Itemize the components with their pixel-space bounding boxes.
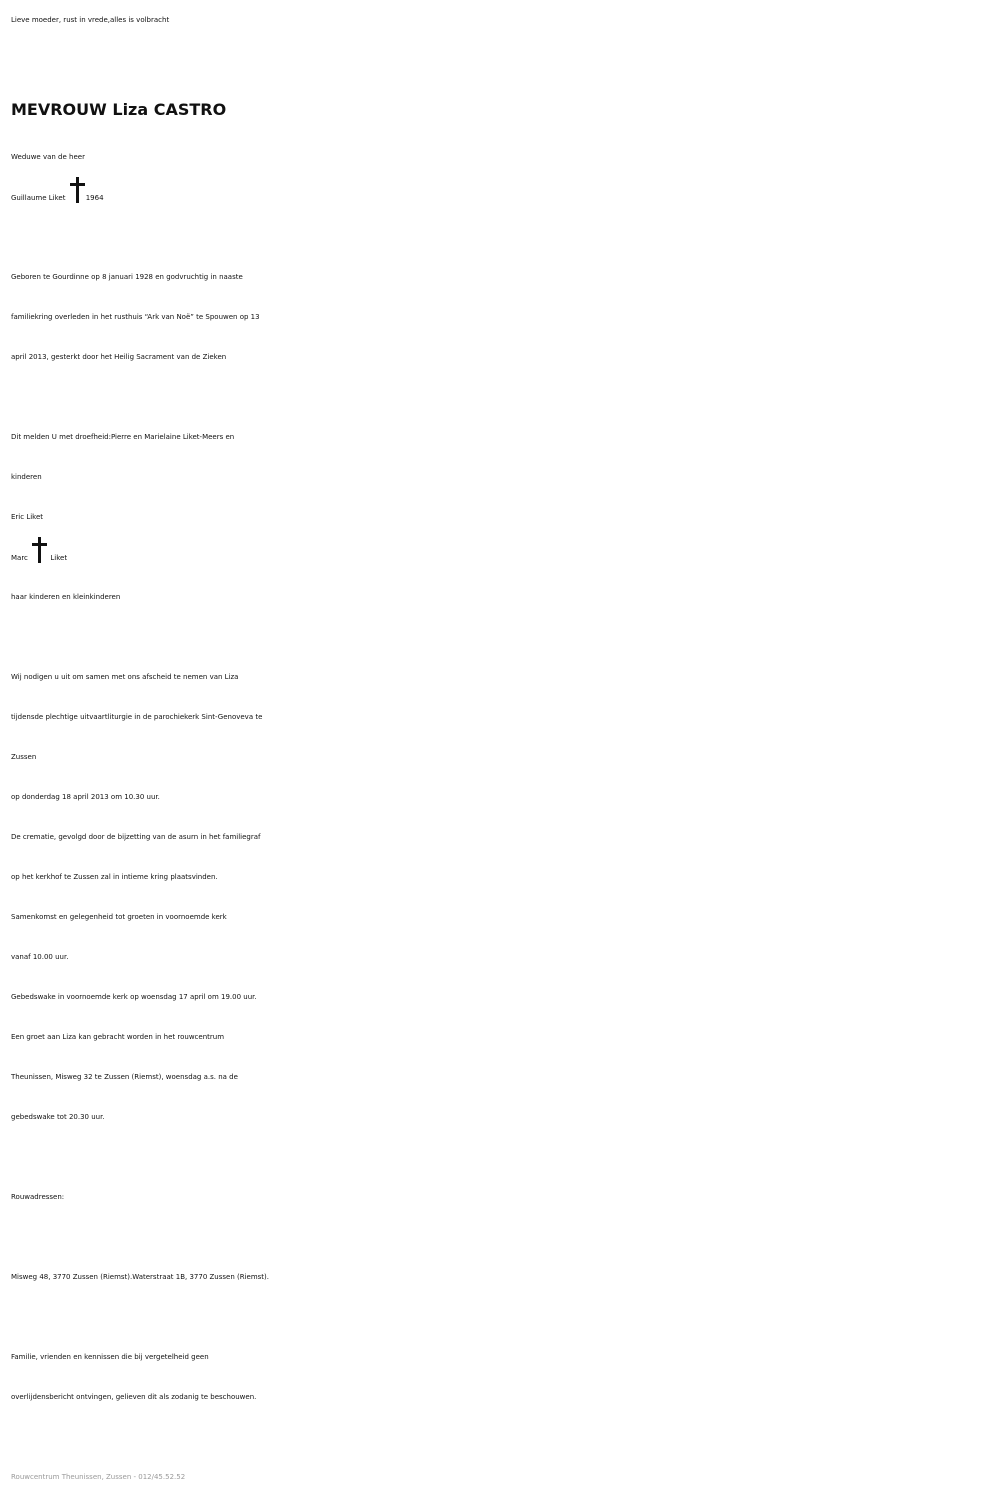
ceremony-paragraph	[11, 657, 991, 1137]
spacer	[11, 1137, 991, 1177]
spacer	[11, 217, 991, 257]
deceased-name: MEVROUW Liza CASTRO	[11, 100, 227, 119]
paragraph-line: Eric Liket	[11, 513, 44, 521]
paragraph-line: Samenkomst en gelegenheid tot groeten in voornoemde kerk	[11, 913, 227, 921]
paragraph-line: vanaf 10.00 uur.	[11, 953, 69, 961]
spacer	[11, 1297, 991, 1337]
paragraph-line: op het kerkhof te Zussen zal in intieme kring plaatsvinden.	[11, 873, 218, 881]
paragraph-line: Theunissen, Misweg 32 te Zussen (Riemst), woensdag a.s. na de	[11, 1073, 238, 1081]
cross-icon	[32, 537, 46, 563]
paragraph-line: Dit melden U met droefheid:Pierre en Marielaine Liket-Meers en	[11, 433, 235, 441]
marc-first-name: Marc	[11, 554, 28, 562]
addresses-line: Misweg 48, 3770 Zussen (Riemst).Waterstraat 1B, 3770 Zussen (Riemst).	[11, 1273, 269, 1281]
paragraph-line: Een groet aan Liza kan gebracht worden in het rouwcentrum	[11, 1033, 225, 1041]
marc-last-name: Liket	[50, 554, 68, 562]
paragraph-line: Familie, vrienden en kennissen die bij vergetelheid geen	[11, 1353, 209, 1361]
paragraph-line: haar kinderen en kleinkinderen	[11, 593, 121, 601]
marc-line	[11, 537, 991, 577]
spacer	[11, 377, 991, 417]
motto: Lieve moeder, rust in vrede,alles is volbracht	[11, 16, 170, 24]
paragraph-line: Wij nodigen u uit om samen met ons afscheid te nemen van Liza	[11, 673, 239, 681]
husband-death-year: 1964	[85, 194, 104, 202]
spacer	[11, 40, 991, 80]
paragraph-line: De crematie, gevolgd door de bijzetting van de asurn in het familiegraf	[11, 833, 261, 841]
paragraph-line: familiekring overleden in het rusthuis “Ark van Noë” te Spouwen op 13	[11, 313, 260, 321]
paragraph-line: Geboren te Gourdinne op 8 januari 1928 en godvruchtig in naaste	[11, 273, 243, 281]
cross-icon	[70, 177, 84, 203]
obituary-notice	[11, 0, 991, 1497]
paragraph-line: op donderdag 18 april 2013 om 10.30 uur.	[11, 793, 160, 801]
paragraph-line: kinderen	[11, 473, 42, 481]
closing-paragraph	[11, 1337, 991, 1417]
paragraph-line: Zussen	[11, 753, 37, 761]
paragraph-line: tijdensde plechtige uitvaartliturgie in de parochiekerk Sint-Genoveva te	[11, 713, 263, 721]
spacer	[11, 617, 991, 657]
husband-name: Guillaume Liket	[11, 194, 66, 202]
spacer	[11, 1417, 991, 1457]
birth-death-paragraph	[11, 257, 991, 377]
paragraph-line: gebedswake tot 20.30 uur.	[11, 1113, 105, 1121]
announcement-paragraph	[11, 417, 991, 617]
paragraph-line: april 2013, gesterkt door het Heilig Sacrament van de Zieken	[11, 353, 227, 361]
footer-credit: Rouwcentrum Theunissen, Zussen - 012/45.52.52	[11, 1473, 186, 1481]
paragraph-line: overlijdensbericht ontvingen, gelieven dit als zodanig te beschouwen.	[11, 1393, 257, 1401]
husband-line	[11, 177, 991, 217]
addresses-heading: Rouwadressen:	[11, 1193, 65, 1201]
widow-line: Weduwe van de heer	[11, 153, 85, 161]
paragraph-line: Gebedswake in voornoemde kerk op woensdag 17 april om 19.00 uur.	[11, 993, 257, 1001]
spacer	[11, 1217, 991, 1257]
